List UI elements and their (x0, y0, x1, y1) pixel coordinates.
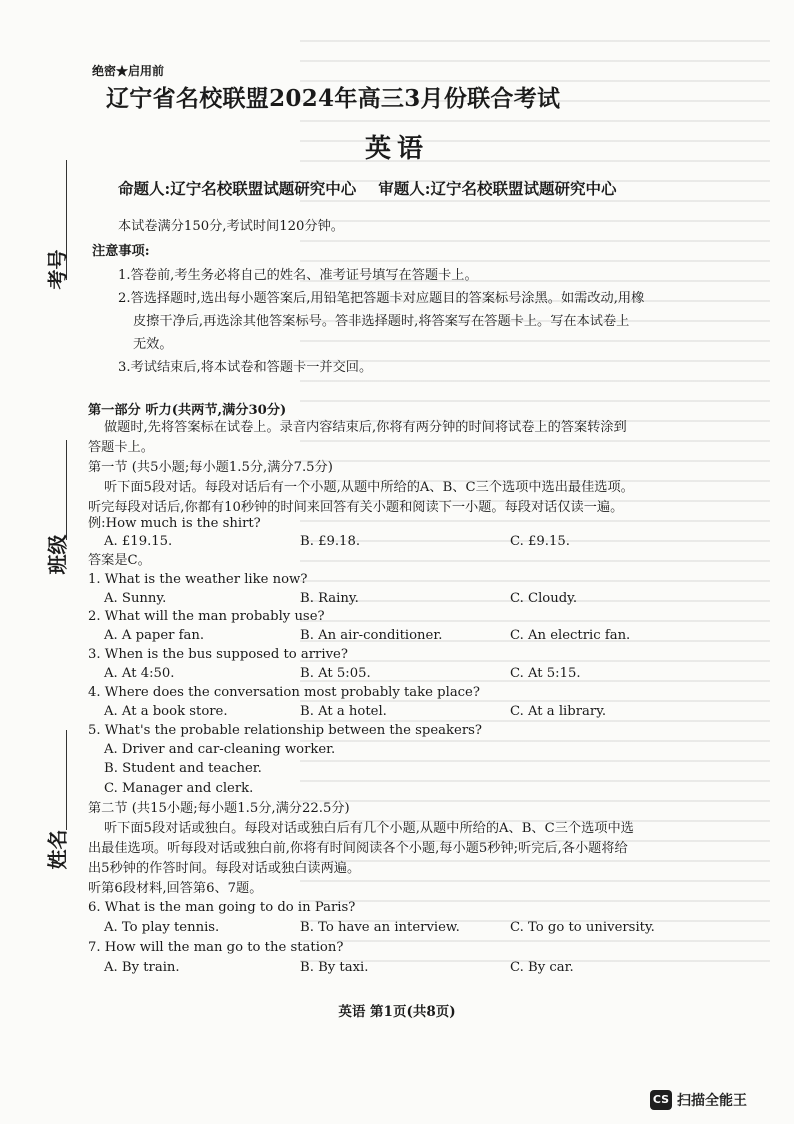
author-label: 命题人:辽宁名校联盟试题研究中心 (118, 179, 357, 198)
side-label-class: 班级 (45, 534, 70, 575)
page-footer: 英语 第1页(共8页) (338, 1004, 456, 1020)
question-1-option-c: C. Cloudy. (510, 591, 578, 606)
question-3-option-a: A. At 4:50. (104, 666, 175, 681)
confidential-label: 绝密★启用前 (92, 64, 165, 78)
question-3: 3. When is the bus supposed to arrive? (88, 647, 348, 662)
question-4-option-a: A. At a book store. (104, 704, 228, 719)
example-option-a: A. £19.15. (104, 534, 173, 549)
section1-heading: 第一节 (共5小题;每小题1.5分,满分7.5分) (88, 460, 333, 475)
camscanner-logo-icon: CS (650, 1090, 672, 1110)
note-1: 1.答卷前,考生务必将自己的姓名、准考证号填写在答题卡上。 (118, 268, 478, 283)
question-1-option-b: B. Rainy. (300, 591, 359, 606)
question-2-option-c: C. An electric fan. (510, 628, 631, 643)
example-option-b: B. £9.18. (300, 534, 361, 549)
question-5-option-a: A. Driver and car-cleaning worker. (104, 742, 336, 757)
question-3-option-b: B. At 5:05. (300, 666, 371, 681)
section2-heading: 第二节 (共15小题;每小题1.5分,满分22.5分) (88, 801, 350, 816)
question-1-option-a: A. Sunny. (104, 591, 167, 606)
question-1: 1. What is the weather like now? (88, 572, 308, 587)
notes-heading: 注意事项: (92, 244, 150, 259)
section2-instruction-b: 出最佳选项。听每段对话或独白前,你将有时间阅读各个小题,每小题5秒钟;听完后,各小题将给 (88, 841, 628, 856)
note-2c: 无效。 (133, 337, 173, 352)
question-6: 6. What is the man going to do in Paris? (88, 900, 356, 915)
question-2-option-a: A. A paper fan. (104, 628, 205, 643)
question-7: 7. How will the man go to the station? (88, 940, 344, 955)
question-6-option-c: C. To go to university. (510, 920, 655, 935)
question-3-option-c: C. At 5:15. (510, 666, 581, 681)
subject-title: 英语 (364, 134, 429, 164)
part1-instruction-a: 做题时,先将答案标在试卷上。录音内容结束后,你将有两分钟的时间将试卷上的答案转涂到 (104, 420, 627, 435)
question-5: 5. What's the probable relationship between the speakers? (88, 723, 482, 738)
reviewer-label: 审题人:辽宁名校联盟试题研究中心 (378, 179, 617, 198)
question-4-option-c: C. At a library. (510, 704, 607, 719)
side-line-name (66, 730, 67, 830)
question-4: 4. Where does the conversation most probably take place? (88, 685, 480, 700)
question-5-option-c: C. Manager and clerk. (104, 781, 254, 796)
exam-info: 本试卷满分150分,考试时间120分钟。 (118, 219, 344, 234)
note-2b: 皮擦干净后,再选涂其他答案标号。答非选择题时,将答案写在答题卡上。写在本试卷上 (133, 314, 630, 329)
side-line-class (66, 440, 67, 540)
example-option-c: C. £9.15. (510, 534, 570, 549)
question-7-option-b: B. By taxi. (300, 960, 369, 975)
section1-instruction-b: 听完每段对话后,你都有10秒钟的时间来回答有关小题和阅读下一小题。每段对话仅读一遍。 (88, 500, 624, 515)
authors-line (118, 177, 616, 199)
note-3: 3.考试结束后,将本试卷和答题卡一并交回。 (118, 360, 373, 375)
part1-heading: 第一部分 听力(共两节,满分30分) (88, 403, 287, 418)
example-answer: 答案是C。 (88, 553, 151, 568)
side-label-exam-no: 考号 (45, 249, 70, 290)
material-6-label: 听第6段材料,回答第6、7题。 (88, 881, 263, 896)
section2-instruction-a: 听下面5段对话或独白。每段对话或独白后有几个小题,从题中所给的A、B、C三个选项中选 (104, 821, 634, 836)
section2-instruction-c: 出5秒钟的作答时间。每段对话或独白读两遍。 (88, 861, 361, 876)
section1-instruction-a: 听下面5段对话。每段对话后有一个小题,从题中所给的A、B、C三个选项中选出最佳选项。 (104, 480, 634, 495)
question-2: 2. What will the man probably use? (88, 609, 325, 624)
question-5-option-b: B. Student and teacher. (104, 761, 262, 776)
question-7-option-c: C. By car. (510, 960, 574, 975)
question-2-option-b: B. An air-conditioner. (300, 628, 443, 643)
exam-title: 辽宁省名校联盟2024年高三3月份联合考试 (106, 85, 561, 112)
question-7-option-a: A. By train. (104, 960, 180, 975)
question-6-option-a: A. To play tennis. (104, 920, 220, 935)
question-6-option-b: B. To have an interview. (300, 920, 460, 935)
note-2a: 2.答选择题时,选出每小题答案后,用铅笔把答题卡对应题目的答案标号涂黑。如需改动,用橡 (118, 291, 645, 306)
camscanner-watermark: 扫描全能王 (677, 1093, 747, 1109)
example-question: 例:How much is the shirt? (88, 516, 261, 531)
part1-instruction-b: 答题卡上。 (88, 440, 154, 455)
question-4-option-b: B. At a hotel. (300, 704, 387, 719)
side-label-name: 姓名 (45, 829, 70, 870)
